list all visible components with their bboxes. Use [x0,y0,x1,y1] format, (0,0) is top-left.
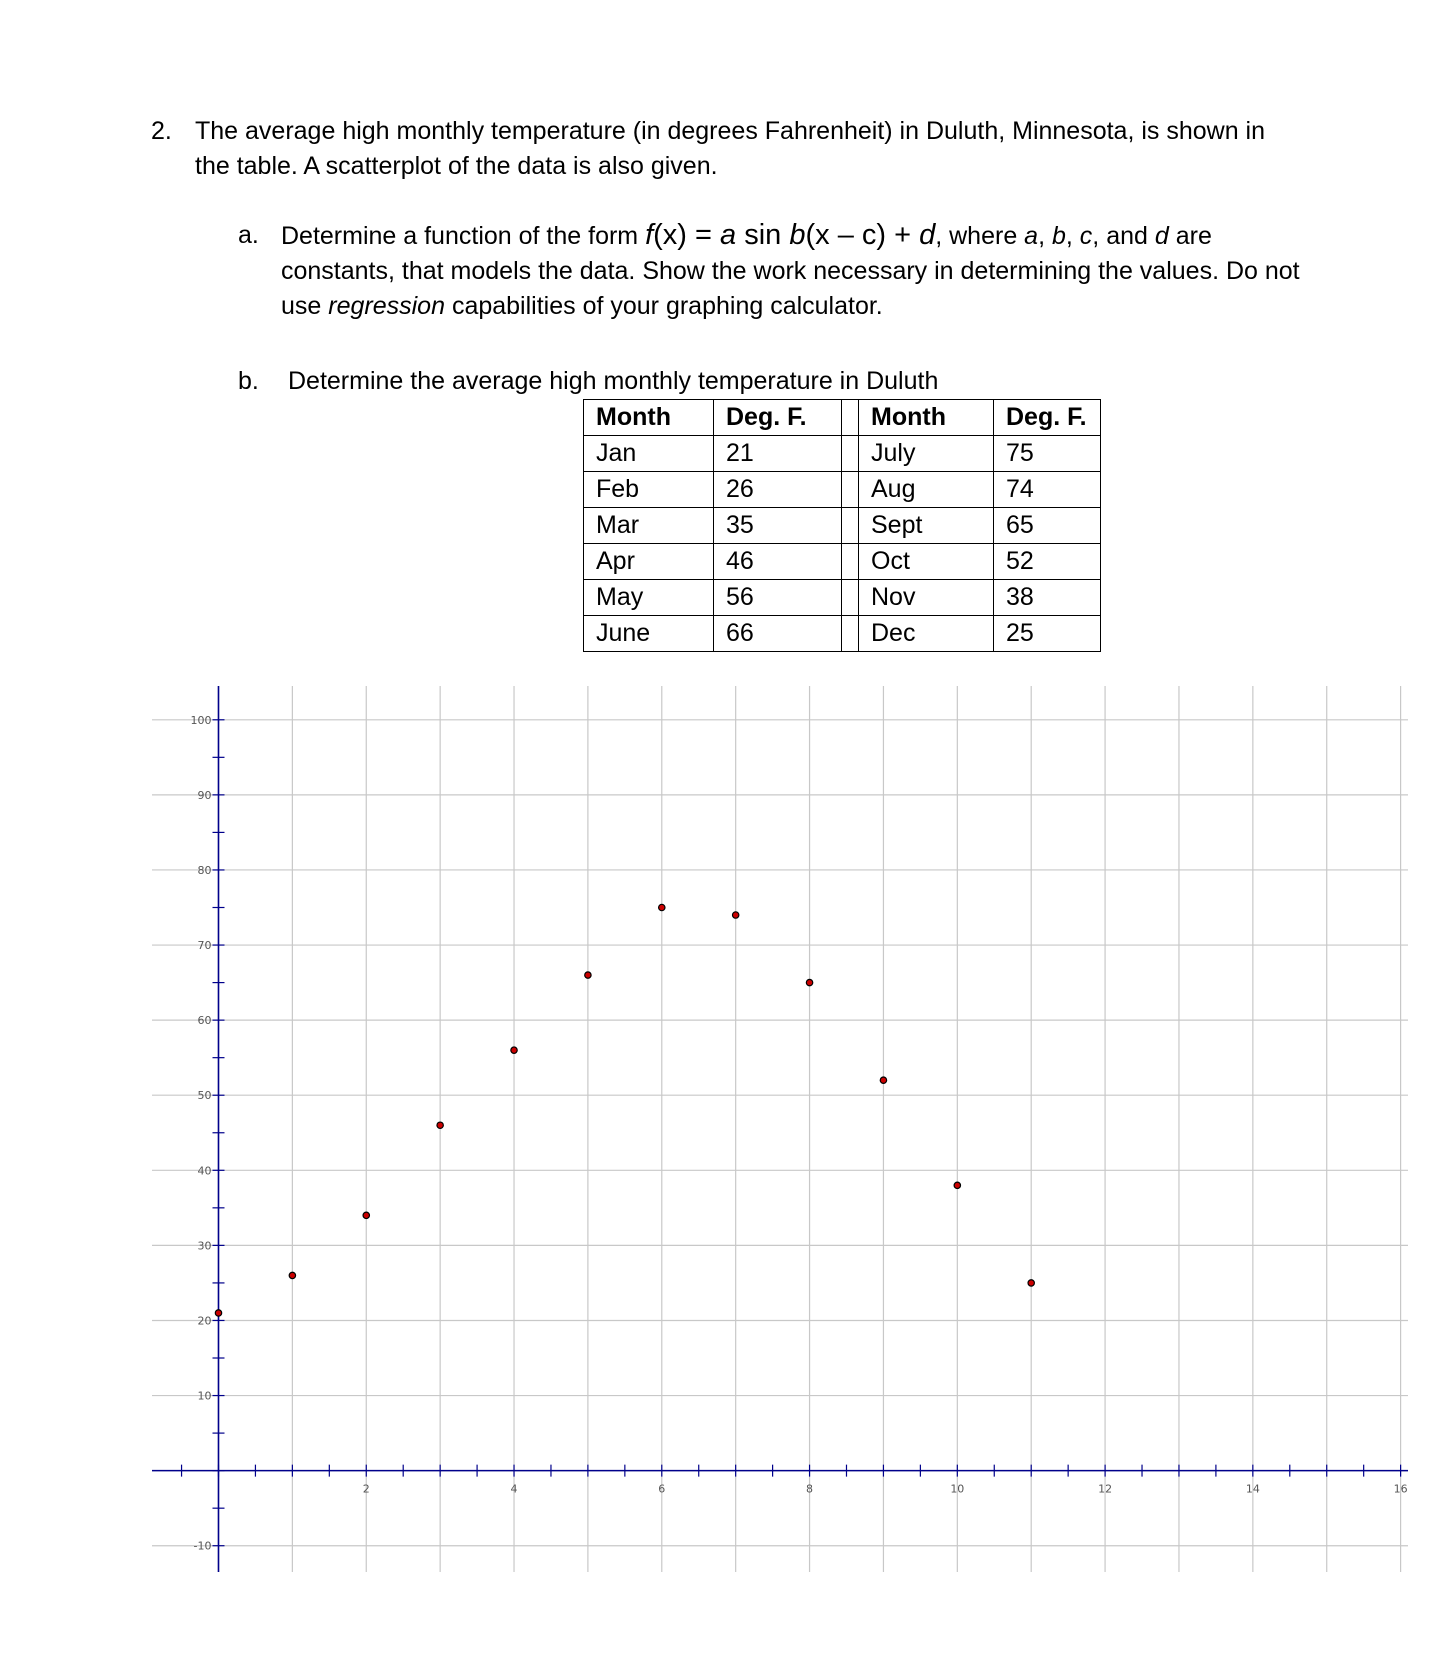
x-tick-label: 12 [1098,1482,1113,1496]
header-deg-1: Deg. F. [714,400,842,436]
cell-month-2: Aug [859,472,994,508]
comma-1: , [1038,222,1052,250]
data-point [732,912,738,918]
part-b-label: b. [238,367,259,395]
var-d: d [1154,222,1169,250]
formula-d: d [919,219,936,251]
cell-deg-2: 65 [994,508,1101,544]
data-point [585,972,591,978]
y-tick-label: 40 [197,1164,212,1178]
part-b-text: Determine the average high monthly temperature in Duluth [288,367,939,395]
cell-month-1: June [584,616,714,652]
regression-word: regression [328,292,445,320]
cell-deg-1: 35 [714,508,842,544]
and-text: , and [1092,222,1155,250]
data-point [880,1077,886,1083]
var-c: c [1079,222,1093,250]
cell-month-2: Dec [859,616,994,652]
data-point [511,1047,517,1053]
x-tick-label: 6 [658,1482,666,1496]
cell-month-2: July [859,436,994,472]
cell-deg-1: 66 [714,616,842,652]
cell-deg-2: 75 [994,436,1101,472]
y-tick-label: 10 [197,1389,212,1403]
data-point [289,1272,295,1278]
data-point [954,1182,960,1188]
x-tick-label: 16 [1393,1482,1408,1496]
data-point [363,1212,369,1218]
cell-month-1: May [584,580,714,616]
cell-month-2: Nov [859,580,994,616]
y-tick-label: 100 [190,713,212,727]
header-deg-2: Deg. F. [994,400,1101,436]
formula-f: f [645,219,654,251]
header-month-1: Month [584,400,714,436]
cell-month-1: Mar [584,508,714,544]
cell-month-1: Apr [584,544,714,580]
var-a: a [1024,222,1039,250]
part-a-rest-2: capabilities of your graphing calculator. [445,292,883,320]
cell-deg-2: 25 [994,616,1101,652]
part-a-where: , where [935,222,1025,250]
question-intro: The average high monthly temperature (in degrees Fahrenheit) in Duluth, Minnesota, is shown in the table. A scatterplot of the data is also given. [195,117,1266,180]
y-tick-label: 50 [197,1089,212,1103]
x-tick-label: 4 [510,1482,518,1496]
y-tick-label: 30 [197,1239,212,1253]
cell-deg-2: 38 [994,580,1101,616]
y-tick-label: 80 [197,863,212,877]
formula-sin: sin [736,219,790,251]
x-tick-label: 8 [806,1482,814,1496]
formula-eq: = [686,219,721,251]
cell-month-1: Jan [584,436,714,472]
y-tick-label: 70 [197,939,212,953]
cell-deg-2: 52 [994,544,1101,580]
cell-month-1: Feb [584,472,714,508]
x-tick-label: 10 [950,1482,965,1496]
data-point [806,979,812,985]
cell-month-2: Sept [859,508,994,544]
formula-b: b [789,219,806,251]
formula-x: (x) [653,219,687,251]
data-point [659,904,665,910]
data-point [1028,1280,1034,1286]
data-point [437,1122,443,1128]
x-tick-label: 2 [362,1482,370,1496]
formula-paren: (x – c) + [805,219,920,251]
formula-a: a [720,219,737,251]
header-month-2: Month [859,400,994,436]
cell-deg-2: 74 [994,472,1101,508]
comma-2: , [1065,222,1080,250]
data-point [215,1310,221,1316]
x-tick-label: 14 [1245,1482,1260,1496]
cell-deg-1: 46 [714,544,842,580]
cell-deg-1: 26 [714,472,842,508]
cell-month-2: Oct [859,544,994,580]
part-a-rest-1: are constants, that models the data. Show the work necessary in determining the values. Do not use [281,222,1300,320]
y-tick-label: 60 [197,1014,212,1028]
y-tick-label: 90 [197,788,212,802]
part-a-label: a. [238,221,259,249]
question-number: 2. [151,117,172,145]
y-tick-label: 20 [197,1314,212,1328]
part-a-text-before: Determine a function of the form [281,222,646,250]
y-tick-label: -10 [193,1539,212,1553]
cell-deg-1: 56 [714,580,842,616]
cell-deg-1: 21 [714,436,842,472]
var-b: b [1051,222,1066,250]
